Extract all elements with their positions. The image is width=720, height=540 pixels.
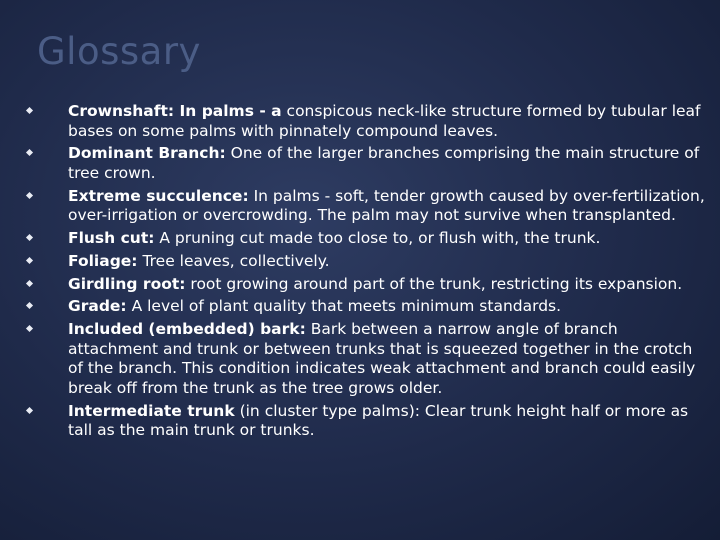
glossary-term: Included (embedded) bark: xyxy=(68,320,306,339)
glossary-entry-extreme-succulence xyxy=(20,187,710,226)
glossary-term: Flush cut: xyxy=(68,229,155,248)
diamond-bullet-icon xyxy=(26,325,33,332)
glossary-term: Dominant Branch: xyxy=(68,144,226,163)
glossary-term: Foliage: xyxy=(68,251,138,270)
glossary-term: Intermediate trunk xyxy=(68,401,235,420)
glossary-entry-girdling-root xyxy=(20,275,710,295)
diamond-bullet-icon xyxy=(26,302,33,309)
glossary-entry-intermediate-trunk xyxy=(20,402,710,441)
glossary-term: Girdling root: xyxy=(68,274,186,293)
glossary-definition: root growing around part of the trunk, restricting its expansion. xyxy=(185,274,683,293)
glossary-term: Extreme succulence: xyxy=(68,186,249,205)
glossary-definition: Tree leaves, collectively. xyxy=(137,251,330,270)
glossary-definition: One of the larger branches comprising the main structure of tree crown. xyxy=(68,144,700,182)
glossary-definition: (in cluster type palms): Clear trunk height half or more as tall as the main trunk or trunks. xyxy=(68,401,689,440)
diamond-bullet-icon xyxy=(26,257,33,264)
glossary-list xyxy=(20,102,710,444)
glossary-term: Grade: xyxy=(68,297,127,316)
glossary-entry-grade xyxy=(20,297,710,317)
diamond-bullet-icon xyxy=(26,149,33,156)
diamond-bullet-icon xyxy=(26,280,33,287)
diamond-bullet-icon xyxy=(26,234,33,241)
glossary-entry-included-bark xyxy=(20,320,710,398)
glossary-definition: A level of plant quality that meets minimum standards. xyxy=(126,297,562,316)
diamond-bullet-icon xyxy=(26,192,33,199)
glossary-entry-flush-cut xyxy=(20,229,710,249)
glossary-entry-foliage xyxy=(20,252,710,272)
glossary-term: Crownshaft: In palms - a xyxy=(68,102,282,120)
glossary-definition: Bark between a narrow angle of branch attachment and trunk or between trunks that is squeezed together in the crotch of the branch. This condition indicates weak attachment and branch could easily break off from the trunk as the tree grows older. xyxy=(68,320,696,398)
diamond-bullet-icon xyxy=(26,407,33,414)
glossary-entry-crownshaft xyxy=(20,102,710,141)
glossary-definition: In palms - soft, tender growth caused by over-fertilization, over-irrigation or overcrowding. The palm may not survive when transplanted. xyxy=(68,186,705,225)
glossary-definition: conspicous neck-like structure formed by tubular leaf bases on some palms with pinnately compound leaves. xyxy=(68,102,701,140)
glossary-entry-dominant-branch xyxy=(20,144,710,183)
diamond-bullet-icon xyxy=(26,107,33,114)
slide-title: Glossary xyxy=(37,30,201,73)
glossary-definition: A pruning cut made too close to, or flush with, the trunk. xyxy=(154,229,601,248)
